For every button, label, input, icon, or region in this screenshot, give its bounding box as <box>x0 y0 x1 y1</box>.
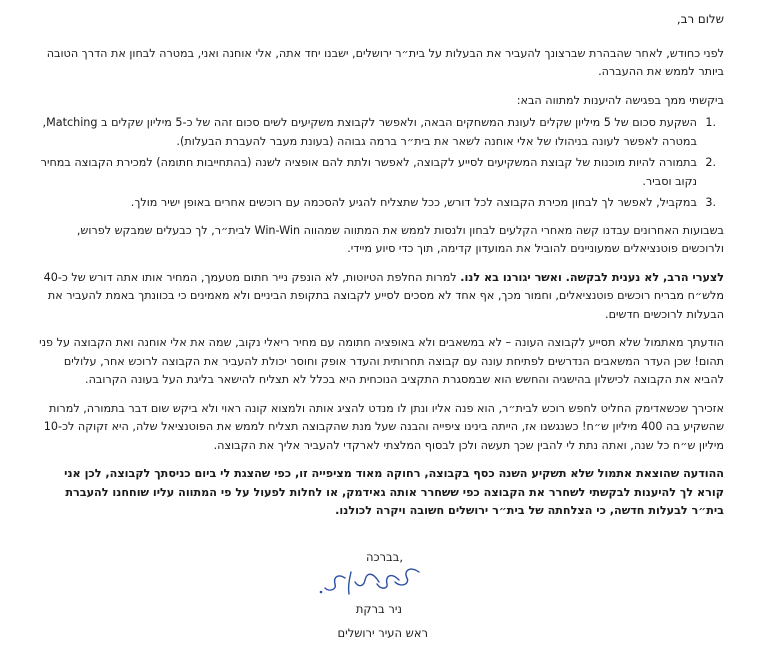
list-item-text: במקביל, לאפשר לך לבחון מכירת הקבוצה לכל דורש, ככל שתצליח להגיע להסכמה עם רוכשים אחרים באופן ישיר מולך. <box>130 196 697 209</box>
weeks-paragraph: בשבועות האחרונים עבדנו קשה מאחרי הקלעים לבחון ולנסות לממש את המתווה שמהווה Win-Win לבית״ר, לך כבעלים שמבקש לפרוש, ולרוכשים פוטנציאלים שמעוניינים להוביל את המועדון קדימה, תוך כדי סיוע מיידי. <box>76 223 724 255</box>
handwritten-signature <box>315 562 425 602</box>
list-item-number: .3 <box>705 196 716 209</box>
signer-name: ניר ברקת <box>355 602 402 616</box>
list-item-number: .1 <box>705 116 716 129</box>
list-item-text: השקעת סכום של 5 מיליון שקלים לעונת המשחקים הבאה, ולאפשר לקבוצת משקיעים לשים סכום זהה של כ-5 מיליון שקלים ב Matching, במטרה לאפשר לעונה בניהולו של אלי אוחנה לשאר את בית״ר ברמה גבוהה (בעונת מעבר להעברת הבעלות). <box>42 116 697 148</box>
list-item-text: בתמורה להיות מוכנות של קבוצת המשקיעים לסייע לקבוצה, לאפשר ולתת להם אופציה לשנה (בהתחייבות חתומה) למכירת הקבוצה במחיר נקוב וסביר. <box>40 156 697 188</box>
greeting: שלום רב, <box>676 12 724 26</box>
signature-block <box>0 550 758 660</box>
closing-word: בברכה, <box>365 550 403 564</box>
list-item-number: .2 <box>705 156 716 169</box>
intro-paragraph: לפני כחודש, לאחר שהבהרת שברצונך להעביר את הבעלות על בית״ר ירושלים, ישבנו יחד אתה, אלי אוחנה ואני, במטרה לבחון את הדרך הטובה ביותר לממש את ההעברה. <box>46 46 724 78</box>
regret-paragraph <box>38 269 724 325</box>
regret-text: למרות החלפת הטיוטות, לא הונפק נייר חתום מטעמך, המחיר אותו אתה דורש של כ-40 מלש״ח מבריח רוכשים פוטנציאלים, וחמור מכך, אף אחד לא מסכים לסייע לקבוצה בתקופת הביניים ולא מאמינים כי בכוונתך באמת להעביר את הבעלות לרוכשים חדשים. <box>43 270 724 321</box>
notice-paragraph: הודעתך מאתמול שלא תסייע לקבוצה העונה – לא במשאבים ולא באופציה חתומה עם מחיר ריאלי נקוב, שמה את אלי אוחנה ואת הקבוצה על פני תהום! שכן העדר המשאבים הנדרשים לפתיחת עונה עם קבוצה תחרותית והעדר אופק וחוסר יכולת להעביר את הקבוצה לרוכש אחר, עלולים להביא את הקבוצה לכישלון בהישגיה והחשש הוא שבמסגרת התקציב הנוכחית היא בכלל לא תצליח להישאר בליגת העל בעונה הקרובה. <box>39 336 724 386</box>
signer-title: ראש העיר ירושלים <box>337 626 428 640</box>
reminder-paragraph: אזכירך שכשאדימק החליט לחפש רוכש לבית״ר, הוא פנה אליו ונתן לו מנדט להציג אותה ולמצוא קונה ראוי ולא ביקש שום דבר בתמורה, למרות שהשקיע בה 400 מיליון ש״ח! כשנגשנו אז, הייתה בינינו ציפייה והבנה שעל מנת שהקבוצה תצליח לממש את הפוטנציאל שלה, היא זקוקה לכ-10 מיליון ש״ח כל שנה, ואתה נתת לי להבין שכך תעשה ולכן לבסוף המלצתי לארקדי להעביר אליך את הקבוצה. <box>43 401 724 452</box>
list-item <box>38 114 724 151</box>
points-list <box>38 114 724 213</box>
regret-bold-text: לצערי הרב, לא נענית לבקשה. ואשר יגורנו בא לנו. <box>460 270 724 284</box>
final-paragraph: ההודעה שהוצאת אתמול שלא תשקיע השנה כסף בקבוצה, רחוקה מאוד מציפייה זו, כפי שהצגת לי ביום כניסתך לקבוצה, לכן אני קורא לך להיענות לבקשתי לשחרר את הקבוצה כפי ששחרר אותה גאידמק, או לחלות לפעול על פי המתווה עליו שוחחנו להעברת בית״ר לבעלות חדשה, כי הצלחתה של בית״ר ירושלים חשובה ויקרה לכולנו. <box>64 467 724 517</box>
list-item <box>38 154 724 191</box>
list-item <box>38 194 724 213</box>
request-intro: ביקשתי ממך בפגישה להיענות למתווה הבא: <box>516 93 724 107</box>
